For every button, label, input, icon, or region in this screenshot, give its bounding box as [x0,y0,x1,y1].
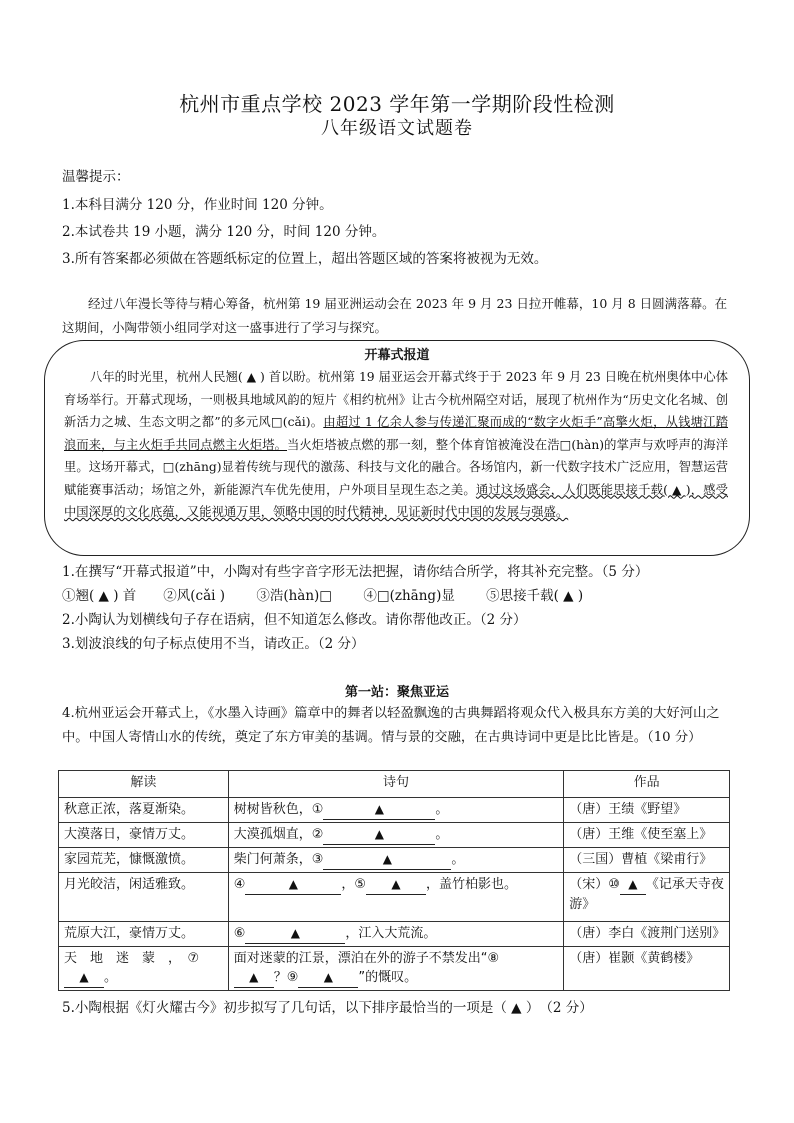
cell-zuopin: （唐）王绩《野望》 [564,798,730,823]
cell-jiedu: 秋意正浓，落夏渐染。 [59,798,229,823]
table-row [59,798,730,823]
question-1-items: ①翘( ▲ ) 首 ②风(cǎi ) ③浩(hàn)□ ④□(zhāng)显 ⑤思接千载( ▲ ) [62,588,584,604]
answer-blank[interactable] [323,800,435,820]
jiedu-text: 。 [104,970,118,985]
verse-text: 。 [451,852,465,867]
blank-marker: ▲ [628,877,638,891]
question-5: 5.小陶根据《灯火耀古今》初步拟写了几句话，以下排序最恰当的一项是（ ▲ ） （2 分） [62,1000,593,1016]
cell-zuopin: （唐）崔颢《黄鹤楼》 [564,947,730,991]
blank-marker: ▲ [79,970,89,984]
intro-paragraph: 经过八年漫长等待与精心筹备，杭州第 19 届亚洲运动会在 2023 年 9 月 23 日拉开帷幕，10 月 8 日圆满落幕。在这期间，小陶带领小组同学对这一盛事进行了学习与探究。 [62,296,728,335]
verse-text: ？⑨ [273,970,299,985]
table-row [59,947,730,991]
page-title: 杭州市重点学校 2023 学年第一学期阶段性检测 [179,92,615,116]
blank-marker: ▲ [391,877,401,891]
work-text: （宋）⑩ [569,877,620,892]
report-text-1: 八年的时光里，杭州人民翘( ▲ ) 首以盼。杭州第 19 届亚运会开幕式终于于 2023 年 9 月 23 日晚在杭州奥体中心体育场举行。开幕式现场，一则极具地域风韵的短片《相约杭州》让古今杭州隔空对话，展现了杭州作为“历史文化名城、创新活力之城、生态文明之都”的多元风□(cǎi)。 [64,370,728,429]
header-shiju: 诗句 [228,771,564,798]
answer-blank[interactable] [323,850,451,870]
question-4: 4.杭州亚运会开幕式上，《水墨入诗画》篇章中的舞者以轻盈飘逸的古典舞蹈将观众代入极具东方美的大好河山之中。中国人寄情山水的传统，奠定了东方审美的基调。情与景的交融，在古典诗词中更是比比皆是。（10 分） [62,706,720,745]
header-jiedu: 解读 [59,771,229,798]
poem-table [58,770,730,991]
report-text-2: 当火炬塔被点燃的那一刻，整个体育馆被淹没在浩□(hàn)的掌声与欢呼声的海洋里。这场开幕式，□(zhāng)显着传统与现代的激荡、科技与文化的融合。各场馆内，新一代数字技术广泛应用，智慧运营赋能赛事活动；场馆之外，新能源汽车优先使用，户外项目呈现生态之美。 [64,437,728,497]
blank-marker: ▲ [374,827,384,841]
answer-blank[interactable] [298,968,358,988]
question-1: 1.在撰写“开幕式报道”中，小陶对有些字音字形无法把握，请你结合所学，将其补充完整。（5 分） [62,564,649,580]
cell-shiju [228,798,564,823]
blank-marker: ▲ [290,926,300,940]
jiedu-text: 天 地 迷 蒙 ， ⑦ [64,951,200,966]
wavy-sentence: 通过这场盛会，人们既能思接千载( ▲ )，感受中国深厚的文化底蕴，又能视通万里，领略中国的时代精神，见证新时代中国的发展与强盛。 [64,482,728,519]
blank-marker: ▲ [374,802,384,816]
cell-shiju [228,823,564,848]
cell-shiju [228,848,564,873]
question-2: 2.小陶认为划横线句子存在语病，但不知道怎么修改。请你帮他改正。（2 分） [62,612,527,628]
blank-marker: ▲ [249,970,259,984]
cell-jiedu: 月光皎洁，闲适雅致。 [59,873,229,922]
table-row [59,922,730,947]
page-subtitle: 八年级语文试题卷 [321,118,473,139]
table-row [59,823,730,848]
work-text: 《记承天寺夜游》 [569,877,724,912]
cell-jiedu: 荒原大江，豪情万丈。 [59,922,229,947]
table-header-row [59,771,730,798]
blank-marker: ▲ [382,852,392,866]
cell-jiedu [59,947,229,991]
underlined-sentence: 由超过 1 亿余人参与传递汇聚而成的“数字火炬手”高擎火炬，从钱塘江踏浪而来，与主火炬手共同点燃主火炬塔。 [64,415,728,452]
report-title: 开幕式报道 [364,348,430,363]
header-zuopin: 作品 [564,771,730,798]
table-row [59,848,730,873]
verse-text: ，盖竹柏影也。 [426,877,518,892]
answer-blank[interactable] [234,968,274,988]
tip-item-1: 1.本科目满分 120 分，作业时间 120 分钟。 [62,197,333,213]
answer-blank[interactable] [64,968,104,988]
report-body [64,366,728,524]
table-row [59,873,730,922]
question-3: 3.划波浪线的句子标点使用不当，请改正。（2 分） [62,636,365,652]
verse-text: 树树皆秋色，① [233,802,324,817]
verse-text: 柴门何萧条，③ [233,852,324,867]
verse-text: ④ [233,877,246,892]
cell-shiju [228,873,564,922]
cell-zuopin: （唐）王维《使至塞上》 [564,823,730,848]
verse-text: 面对迷蒙的江景，漂泊在外的游子不禁发出“⑧ [233,951,500,966]
verse-text: ，江入大荒流。 [345,926,437,941]
answer-blank[interactable] [245,924,345,944]
answer-blank[interactable] [620,875,646,895]
section-heading: 第一站：聚焦亚运 [344,685,449,700]
verse-text: 。 [435,827,449,842]
answer-blank[interactable] [245,875,341,895]
blank-marker: ▲ [288,877,298,891]
cell-zuopin [564,873,730,922]
cell-shiju [228,922,564,947]
blank-marker: ▲ [323,970,333,984]
cell-shiju [228,947,564,991]
verse-text: 大漠孤烟直，② [233,827,324,842]
tips-heading: 温馨提示： [62,169,130,185]
cell-jiedu: 家园荒芜，慷慨激愤。 [59,848,229,873]
verse-text: ”的慨叹。 [358,970,418,985]
answer-blank[interactable] [323,825,435,845]
tip-item-2: 2.本试卷共 19 小题，满分 120 分，时间 120 分钟。 [62,224,386,240]
tip-item-3: 3.所有答案都必须做在答题纸标定的位置上，超出答题区域的答案将被视为无效。 [62,251,548,267]
verse-text: ，⑤ [341,877,367,892]
cell-zuopin: （三国）曹植《梁甫行》 [564,848,730,873]
answer-blank[interactable] [366,875,426,895]
verse-text: ⑥ [233,926,246,941]
cell-jiedu: 大漠落日，豪情万丈。 [59,823,229,848]
verse-text: 。 [435,802,449,817]
cell-zuopin: （唐）李白《渡荆门送别》 [564,922,730,947]
